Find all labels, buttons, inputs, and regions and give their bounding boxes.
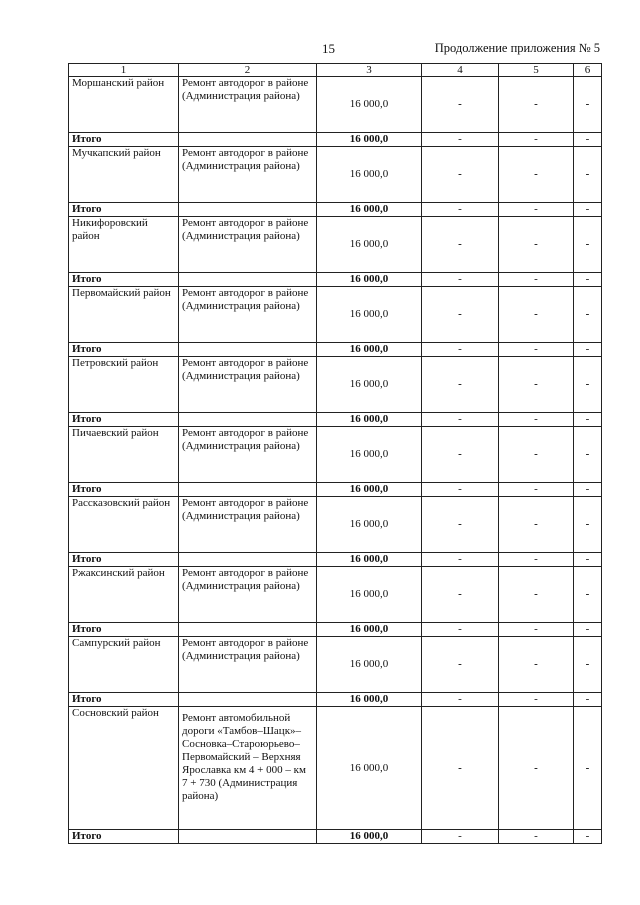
total-empty-cell [179, 273, 317, 287]
total-col4-cell: - [422, 483, 499, 497]
col6-cell: - [574, 427, 602, 483]
total-col4-cell: - [422, 343, 499, 357]
total-col4-cell: - [422, 553, 499, 567]
total-col6-cell: - [574, 203, 602, 217]
table-row [69, 217, 602, 273]
table-row [69, 497, 602, 553]
total-col4-cell: - [422, 273, 499, 287]
total-label: Итого [69, 203, 179, 217]
col4-cell: - [422, 707, 499, 830]
total-col5-cell: - [499, 623, 574, 637]
total-amount-cell: 16 000,0 [317, 483, 422, 497]
district-cell: Моршанский район [69, 77, 179, 133]
district-cell: Первомайский район [69, 287, 179, 343]
total-empty-cell [179, 623, 317, 637]
total-col4-cell: - [422, 133, 499, 147]
table-row [69, 77, 602, 133]
col5-cell: - [499, 637, 574, 693]
total-label: Итого [69, 830, 179, 844]
column-header: 3 [317, 64, 422, 77]
total-empty-cell [179, 413, 317, 427]
col5-cell: - [499, 567, 574, 623]
description-cell: Ремонт автодорог в районе (Администрация района) [179, 287, 317, 343]
description-cell: Ремонт автодорог в районе (Администрация района) [179, 567, 317, 623]
amount-cell: 16 000,0 [317, 707, 422, 830]
total-empty-cell [179, 343, 317, 357]
col6-cell: - [574, 567, 602, 623]
description-cell: Ремонт автодорог в районе (Администрация района) [179, 497, 317, 553]
table-row [69, 147, 602, 203]
page-number: 15 [322, 41, 335, 56]
total-col4-cell: - [422, 693, 499, 707]
total-col6-cell: - [574, 693, 602, 707]
description-cell: Ремонт автодорог в районе (Администрация района) [179, 357, 317, 413]
table-row [69, 427, 602, 483]
total-empty-cell [179, 830, 317, 844]
total-row [69, 413, 602, 427]
col5-cell: - [499, 77, 574, 133]
total-col4-cell: - [422, 203, 499, 217]
table-row [69, 707, 602, 830]
total-col5-cell: - [499, 483, 574, 497]
description-cell: Ремонт автомобильной дороги «Тамбов–Шацк»–Сосновка–Староюрьево–Первомайский – Верхняя Ярославка км 4 + 000 – км 7 + 730 (Администрация района) [179, 707, 317, 830]
total-label: Итого [69, 413, 179, 427]
amount-cell: 16 000,0 [317, 287, 422, 343]
column-header: 5 [499, 64, 574, 77]
district-cell: Сосновский район [69, 707, 179, 830]
amount-cell: 16 000,0 [317, 497, 422, 553]
description-cell: Ремонт автодорог в районе (Администрация района) [179, 427, 317, 483]
total-col6-cell: - [574, 830, 602, 844]
col6-cell: - [574, 637, 602, 693]
total-col6-cell: - [574, 413, 602, 427]
total-label: Итого [69, 133, 179, 147]
total-empty-cell [179, 133, 317, 147]
total-amount-cell: 16 000,0 [317, 203, 422, 217]
total-row [69, 273, 602, 287]
amount-cell: 16 000,0 [317, 357, 422, 413]
column-header: 1 [69, 64, 179, 77]
column-header: 6 [574, 64, 602, 77]
total-col5-cell: - [499, 553, 574, 567]
total-row [69, 133, 602, 147]
amount-cell: 16 000,0 [317, 637, 422, 693]
total-row [69, 483, 602, 497]
col5-cell: - [499, 427, 574, 483]
total-col6-cell: - [574, 483, 602, 497]
description-cell: Ремонт автодорог в районе (Администрация района) [179, 217, 317, 273]
total-col4-cell: - [422, 413, 499, 427]
total-label: Итого [69, 623, 179, 637]
col6-cell: - [574, 287, 602, 343]
appendix-continuation-note: Продолжение приложения № 5 [434, 41, 600, 55]
col5-cell: - [499, 147, 574, 203]
description-cell: Ремонт автодорог в районе (Администрация района) [179, 147, 317, 203]
amount-cell: 16 000,0 [317, 77, 422, 133]
district-cell: Никифоровский район [69, 217, 179, 273]
amount-cell: 16 000,0 [317, 567, 422, 623]
total-amount-cell: 16 000,0 [317, 693, 422, 707]
col4-cell: - [422, 287, 499, 343]
col5-cell: - [499, 707, 574, 830]
total-amount-cell: 16 000,0 [317, 273, 422, 287]
total-amount-cell: 16 000,0 [317, 413, 422, 427]
total-label: Итого [69, 273, 179, 287]
total-col6-cell: - [574, 623, 602, 637]
total-amount-cell: 16 000,0 [317, 623, 422, 637]
total-col4-cell: - [422, 830, 499, 844]
total-col5-cell: - [499, 273, 574, 287]
total-col5-cell: - [499, 693, 574, 707]
district-cell: Петровский район [69, 357, 179, 413]
district-cell: Ржаксинский район [69, 567, 179, 623]
total-row [69, 693, 602, 707]
district-cell: Мучкапский район [69, 147, 179, 203]
table-row [69, 357, 602, 413]
total-amount-cell: 16 000,0 [317, 553, 422, 567]
col6-cell: - [574, 357, 602, 413]
col6-cell: - [574, 217, 602, 273]
table-row [69, 287, 602, 343]
total-label: Итого [69, 343, 179, 357]
total-empty-cell [179, 553, 317, 567]
total-label: Итого [69, 553, 179, 567]
total-amount-cell: 16 000,0 [317, 830, 422, 844]
col4-cell: - [422, 357, 499, 413]
col4-cell: - [422, 77, 499, 133]
column-header: 4 [422, 64, 499, 77]
col6-cell: - [574, 497, 602, 553]
total-amount-cell: 16 000,0 [317, 133, 422, 147]
total-row [69, 343, 602, 357]
district-cell: Рассказовский район [69, 497, 179, 553]
total-col4-cell: - [422, 623, 499, 637]
col4-cell: - [422, 637, 499, 693]
total-col5-cell: - [499, 343, 574, 357]
district-cell: Сампурский район [69, 637, 179, 693]
col5-cell: - [499, 287, 574, 343]
total-row [69, 623, 602, 637]
total-label: Итого [69, 483, 179, 497]
amount-cell: 16 000,0 [317, 147, 422, 203]
total-col5-cell: - [499, 830, 574, 844]
total-col5-cell: - [499, 203, 574, 217]
description-cell: Ремонт автодорог в районе (Администрация района) [179, 77, 317, 133]
funding-table [68, 63, 602, 844]
col4-cell: - [422, 497, 499, 553]
total-amount-cell: 16 000,0 [317, 343, 422, 357]
total-col5-cell: - [499, 133, 574, 147]
total-empty-cell [179, 693, 317, 707]
col4-cell: - [422, 217, 499, 273]
column-header: 2 [179, 64, 317, 77]
total-empty-cell [179, 203, 317, 217]
table-row [69, 637, 602, 693]
col4-cell: - [422, 147, 499, 203]
col5-cell: - [499, 357, 574, 413]
col6-cell: - [574, 707, 602, 830]
col4-cell: - [422, 427, 499, 483]
amount-cell: 16 000,0 [317, 427, 422, 483]
table-row [69, 567, 602, 623]
total-col6-cell: - [574, 273, 602, 287]
description-cell: Ремонт автодорог в районе (Администрация района) [179, 637, 317, 693]
total-row [69, 830, 602, 844]
col4-cell: - [422, 567, 499, 623]
total-col6-cell: - [574, 553, 602, 567]
total-col6-cell: - [574, 133, 602, 147]
district-cell: Пичаевский район [69, 427, 179, 483]
col6-cell: - [574, 77, 602, 133]
col6-cell: - [574, 147, 602, 203]
col5-cell: - [499, 217, 574, 273]
total-row [69, 553, 602, 567]
total-col5-cell: - [499, 413, 574, 427]
amount-cell: 16 000,0 [317, 217, 422, 273]
total-row [69, 203, 602, 217]
column-number-row [69, 64, 602, 77]
total-label: Итого [69, 693, 179, 707]
col5-cell: - [499, 497, 574, 553]
total-col6-cell: - [574, 343, 602, 357]
total-empty-cell [179, 483, 317, 497]
